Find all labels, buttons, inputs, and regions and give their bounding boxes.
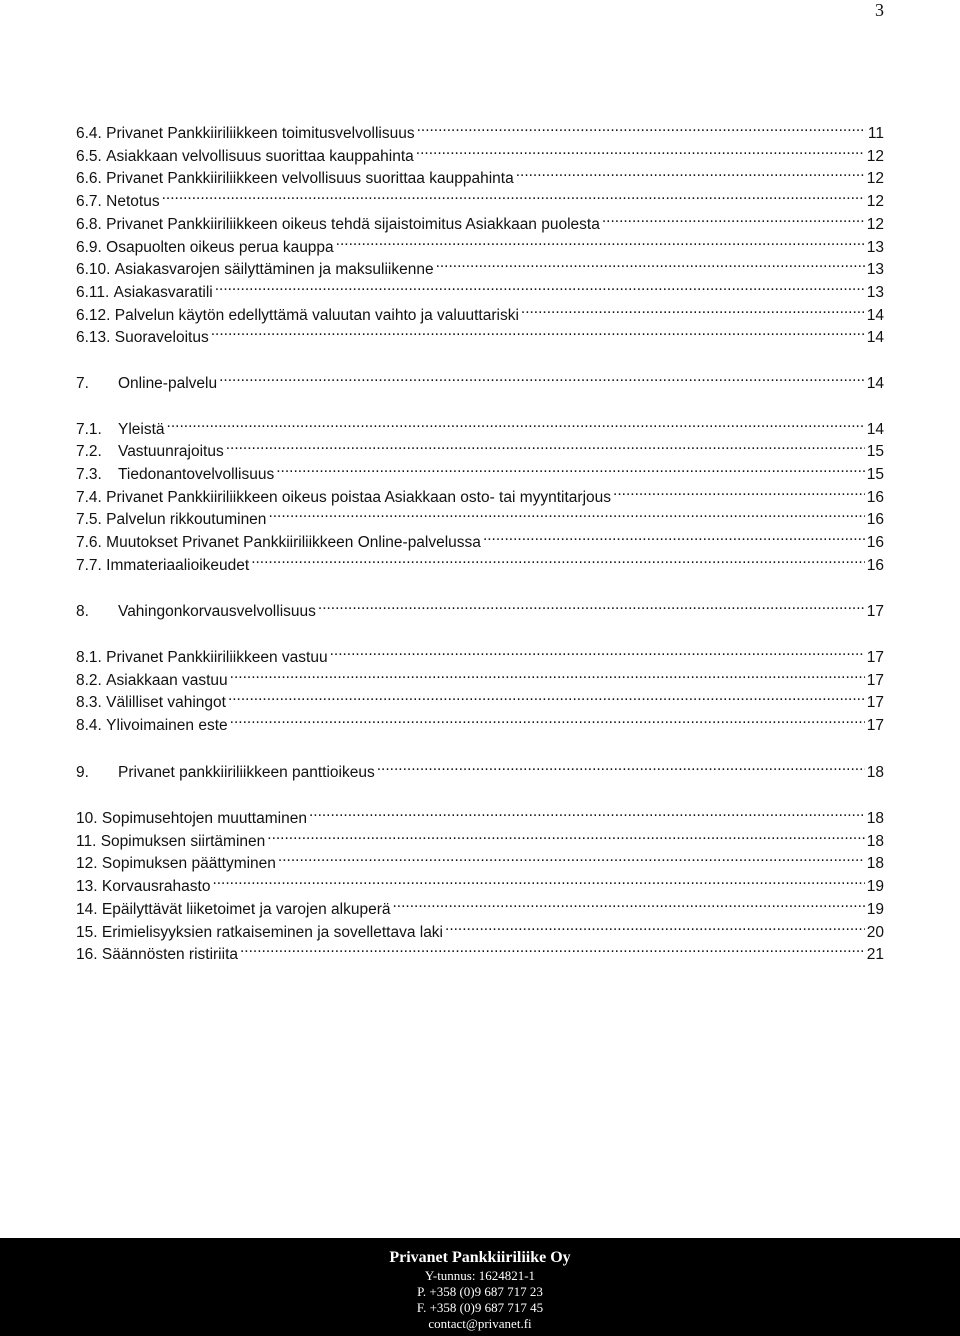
toc-entry-label: Privanet Pankkiiriliikkeen vastuu [106,649,328,666]
toc-entry-page: 17 [866,649,884,666]
leader-dots [267,824,864,846]
toc-entry-label: Suoraveloitus [114,329,209,347]
toc-entry[interactable]: 8.1. Privanet Pankkiiriliikkeen vastuu ..... 17 [76,640,884,662]
toc-entry-page: 13 [866,283,884,301]
toc-entry-label: Epäilyttävät liiketoimet ja varojen alkuperä [101,900,391,918]
toc-entry-page: 16 [866,556,884,574]
leader-dots [436,252,865,274]
toc-entry-label: Privanet Pankkiiriliikkeen oikeus poistaa Asiakkaan osto- tai myyntitarjous [106,488,612,506]
toc-entry[interactable]: 9. Privanet pankkiiriliikkeen panttioikeus ..... 18 [76,755,884,777]
toc-entry-label: Säännösten ristiriita [101,946,238,964]
leader-dots [230,708,865,730]
toc-entry[interactable]: 12. Sopimuksen päättyminen ..... 18 [76,846,884,868]
toc-entry[interactable]: 6.8. Privanet Pankkiiriliikkeen oikeus tehdä sijaistoimitus Asiakkaan puolesta ..... 12 [76,207,884,229]
toc-entry-page: 15 [866,465,884,483]
toc-entry[interactable]: 10. Sopimusehtojen muuttaminen ..... 18 [76,801,884,823]
leader-dots [336,230,865,252]
footer-company: Privanet Pankkiiriliike Oy [389,1249,571,1266]
toc-entry[interactable]: 14. Epäilyttävät liiketoimet ja varojen alkuperä ..... 19 [76,892,884,914]
leader-dots [226,434,865,456]
toc-entry-page: 14 [866,306,884,324]
toc-entry[interactable]: 7.7. Immateriaalioikeudet ..... 16 [76,548,884,570]
toc-entry-label: Sopimusehtojen muuttaminen [101,810,307,827]
toc-entry-label: Osapuolten oikeus perua kauppa [106,238,334,256]
leader-dots [613,480,865,502]
leader-dots [516,161,865,183]
toc-entry[interactable]: 6.12. Palvelun käytön edellyttämä valuutan vaihto ja valuuttariski ..... 14 [76,298,884,320]
toc-entry-page: 12 [866,147,884,165]
footer [0,1238,960,1336]
toc-entry-label: Vahingonkorvausvelvollisuus [118,603,316,620]
toc-entry-label: Privanet Pankkiiriliikkeen toimitusvelvollisuus [106,125,415,142]
toc-entry[interactable]: 8.4. Ylivoimainen este ..... 17 [76,708,884,730]
toc-entry-page: 15 [866,443,884,461]
toc-entry-page: 17 [866,603,884,620]
toc-entry-page: 18 [866,764,884,781]
toc-entry-label: Privanet Pankkiiriliikkeen velvollisuus suorittaa kauppahinta [106,170,514,188]
toc-entry[interactable]: 7.1. Yleistä ..... 14 [76,412,884,434]
leader-dots [251,548,865,570]
toc-entry[interactable]: 13. Korvausrahasto ..... 19 [76,869,884,891]
toc-entry-page: 12 [866,170,884,188]
footer-phone: P. +358 (0)9 687 717 23 [417,1284,543,1299]
leader-dots [212,869,864,891]
leader-dots [268,502,864,524]
leader-dots [393,892,865,914]
toc-entry[interactable]: 8.2. Asiakkaan vastuu ..... 17 [76,663,884,685]
leader-dots [318,594,865,616]
toc-entry[interactable]: 7.5. Palvelun rikkoutuminen ..... 16 [76,502,884,524]
toc-entry-label: Sopimuksen päättyminen [101,855,276,873]
toc-entry[interactable]: 6.9. Osapuolten oikeus perua kauppa ..... 13 [76,230,884,252]
toc-entry-label: Erimielisyyksien ratkaiseminen ja sovellettava laki [101,923,444,941]
toc-entry-label: Immateriaalioikeudet [106,556,250,574]
toc-entry-label: Asiakkaan vastuu [106,671,228,689]
toc-entry-page: 18 [866,810,884,827]
toc-entry-page: 17 [866,694,884,712]
toc-entry-page: 14 [866,375,884,392]
leader-dots [162,184,865,206]
toc-entry-page: 20 [866,923,884,941]
leader-dots [240,937,865,959]
leader-dots [278,846,865,868]
toc-entry-page: 11 [867,125,884,142]
toc-entry[interactable]: 7. Online-palvelu ..... 14 [76,366,884,388]
toc-entry-label: Tiedonantovelvollisuus [118,465,275,483]
toc-entry-label: Palvelun käytön edellyttämä valuutan vaihto ja valuuttariski [114,306,519,324]
leader-dots [219,366,865,388]
toc-entry[interactable]: 7.2. Vastuunrajoitus ..... 15 [76,434,884,456]
toc-entry-page: 18 [866,832,884,850]
leader-dots [309,801,865,823]
toc-entry[interactable]: 6.10. Asiakasvarojen säilyttäminen ja maksuliikenne ..... 13 [76,252,884,274]
toc-entry-page: 13 [866,261,884,279]
toc-entry[interactable]: 15. Erimielisyyksien ratkaiseminen ja sovellettava laki ..... 20 [76,915,884,937]
footer-fax: F. +358 (0)9 687 717 45 [416,1300,544,1315]
toc-entry-label: Ylivoimainen este [106,717,228,735]
toc-entry[interactable]: 6.5. Asiakkaan velvollisuus suorittaa kauppahinta ..... 12 [76,139,884,161]
toc-entry-label: Sopimuksen siirtäminen [100,832,266,850]
toc-entry-page: 19 [866,900,884,918]
leader-dots [330,640,865,662]
toc-entry-page: 18 [866,855,884,873]
toc-entry[interactable]: 11. Sopimuksen siirtäminen ..... 18 [76,824,884,846]
toc-entry-page: 14 [866,420,884,438]
toc-entry[interactable]: 6.4. Privanet Pankkiiriliikkeen toimitusvelvollisuus ..... 11 [76,116,884,138]
footer-business-id: Y-tunnus: 1624821-1 [424,1268,536,1283]
toc-entry-page: 19 [866,878,884,896]
toc-entry-page: 21 [866,946,884,964]
toc-entry-label: Asiakkaan velvollisuus suorittaa kauppahinta [106,147,414,165]
toc-entry-label: Privanet pankkiiriliikkeen panttioikeus [118,764,375,781]
toc-entry-label: Online-palvelu [118,375,218,392]
toc-entry-label: Välilliset vahingot [106,694,226,712]
toc-entry[interactable]: 6.13. Suoraveloitus ..... 14 [76,320,884,342]
toc-entry-page: 17 [866,717,884,735]
toc-entry[interactable]: 7.6. Muutokset Privanet Pankkiiriliikkeen Online-palvelussa ..... 16 [76,525,884,547]
leader-dots [276,457,865,479]
toc-entry-page: 13 [866,238,884,256]
leader-dots [167,412,865,434]
leader-dots [211,320,865,342]
toc-entry[interactable]: 8.3. Välilliset vahingot ..... 17 [76,685,884,707]
toc-entry-label: Yleistä [118,420,165,438]
toc-entry[interactable]: 6.11. Asiakasvaratili ..... 13 [76,275,884,297]
toc-entry[interactable]: 6.6. Privanet Pankkiiriliikkeen velvollisuus suorittaa kauppahinta ..... 12 [76,161,884,183]
toc-entry-label: Vastuunrajoitus [118,443,224,461]
leader-dots [215,275,865,297]
toc-entry-label: Korvausrahasto [101,878,211,896]
toc-entry[interactable]: 7.4. Privanet Pankkiiriliikkeen oikeus poistaa Asiakkaan osto- tai myyntitarjous ..... 16 [76,480,884,502]
toc-entry-label: Privanet Pankkiiriliikkeen oikeus tehdä sijaistoimitus Asiakkaan puolesta [106,215,600,233]
leader-dots [416,139,865,161]
toc-entry-page: 12 [866,215,884,233]
toc-entry-label: Asiakasvaratili [113,283,213,301]
leader-dots [417,116,866,138]
toc-entry[interactable]: 16. Säännösten ristiriita ..... 21 [76,937,884,959]
leader-dots [377,755,865,777]
toc-entry-page: 16 [866,534,884,551]
toc-entry-page: 16 [866,511,884,529]
toc-entry[interactable]: 7.3. Tiedonantovelvollisuus ..... 15 [76,457,884,479]
toc-entry[interactable]: 8. Vahingonkorvausvelvollisuus ..... 17 [76,594,884,616]
leader-dots [228,685,865,707]
toc-entry-label: Muutokset Privanet Pankkiiriliikkeen Online-palvelussa [106,534,481,551]
toc-entry[interactable]: 6.7. Netotus ..... 12 [76,184,884,206]
page-number: 3 [875,0,884,20]
toc-entry-page: 17 [866,671,884,689]
toc-entry-page: 14 [866,329,884,347]
leader-dots [230,663,865,685]
leader-dots [483,525,865,547]
leader-dots [521,298,865,320]
toc-entry-label: Asiakasvarojen säilyttäminen ja maksuliikenne [114,261,434,279]
leader-dots [602,207,865,229]
toc-entry-page: 16 [866,488,884,506]
toc-entry-label: Netotus [106,193,160,211]
toc-entry-page: 12 [866,193,884,211]
leader-dots [445,915,865,937]
toc-entry-label: Palvelun rikkoutuminen [106,511,267,529]
footer-email[interactable]: contact@privanet.fi [428,1316,532,1331]
